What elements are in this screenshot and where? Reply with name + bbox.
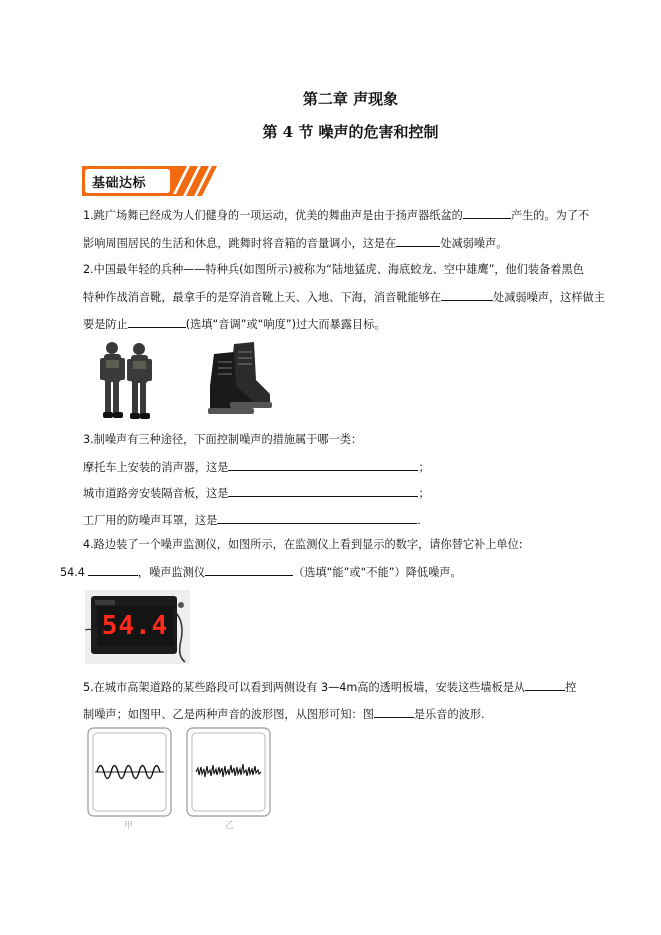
q2-blank-1[interactable]	[441, 288, 493, 301]
monitor-display: 54.4	[101, 611, 169, 641]
q2-line3	[83, 315, 386, 333]
q4-line2	[60, 563, 462, 581]
q3-item2-semicolon: ；	[418, 487, 430, 500]
q5-blank-1[interactable]	[525, 678, 565, 691]
q3-item1	[83, 458, 430, 476]
q2-text-a: 2.中国最年轻的兵种——特种兵(如图所示)被称为“陆地猛虎、海底蛟龙、空中雄鹰”，他们装备着黑色	[83, 263, 584, 276]
q3-item2-text: 城市道路旁安装隔音板，这是	[83, 487, 229, 500]
q4-text-mid: ，噪声监测仪	[137, 566, 206, 579]
q3-item3-dot: .	[417, 514, 421, 527]
waveform-a-label: 甲	[124, 821, 134, 831]
waveform-b-label: 乙	[225, 821, 235, 831]
q1-text-d: 处减弱噪声。	[440, 237, 508, 250]
q5-text-d: 是乐音的波形.	[413, 708, 485, 721]
q4-stem: 4.路边装了一个噪声监测仪，如图所示，在监测仪上看到显示的数字，请你替它补上单位:	[83, 538, 523, 551]
chapter-title: 第二章 声现象	[302, 90, 399, 108]
q2-text-e: (选填“音调”或“响度”)过大而暴露目标。	[185, 318, 386, 331]
section-title: 第 4 节 噪声的危害和控制	[262, 123, 439, 141]
q3-stem: 3.制噪声有三种途径，下面控制噪声的措施属于哪一类：	[83, 433, 363, 446]
waveform-b-panel	[186, 727, 271, 817]
q1-text-b: 产生的。为了不	[510, 209, 590, 222]
q2-text-b: 特种作战消音靴，最拿手的是穿消音靴上天、入地、下海，消音靴能够在	[83, 291, 442, 304]
q4-value: 54.4	[60, 566, 85, 579]
soldiers-image	[98, 340, 156, 420]
q1-line1	[83, 206, 589, 224]
q1-text-c: 影响周围居民的生活和休息，跳舞时将音箱的音量调小，这是在	[83, 237, 397, 250]
q2-line2	[83, 288, 605, 306]
q4-blank-2[interactable]	[205, 563, 293, 576]
q3-item2	[83, 484, 430, 502]
q2-blank-2[interactable]	[128, 315, 186, 328]
q1-text-a: 1.跳广场舞已经成为人们健身的一项运动，优美的舞曲声是由于扬声器纸盆的	[83, 209, 463, 222]
q1-blank-1[interactable]	[463, 206, 511, 219]
q4-text-end: （选填“能”或“不能”）降低噪声。	[293, 566, 462, 579]
waveform-a-panel	[87, 727, 172, 817]
badge-label: 基础达标	[92, 176, 147, 191]
q2-line1	[83, 262, 584, 278]
q5-text-b: 控	[565, 681, 577, 694]
q5-text-a: 5.在城市高架道路的某些路段可以看到两侧设有 3—4m高的透明板墙，安装这些墙板是从	[83, 681, 526, 694]
q1-blank-2[interactable]	[396, 234, 440, 247]
noise-monitor-image	[85, 590, 190, 664]
q5-blank-2[interactable]	[374, 705, 414, 718]
q4-blank-1[interactable]	[88, 563, 138, 576]
q3-blank-2[interactable]	[228, 484, 418, 497]
section-badge	[82, 166, 217, 196]
q3-blank-3[interactable]	[217, 511, 417, 524]
boots-image	[204, 340, 274, 416]
q2-text-d: 要是防止	[83, 318, 128, 331]
q5-line2	[83, 705, 485, 723]
q3-item1-text: 摩托车上安装的消声器，这是	[83, 461, 229, 474]
q3-item3	[83, 511, 421, 529]
q3-blank-1[interactable]	[228, 458, 418, 471]
q3-item1-semicolon: ；	[418, 461, 430, 474]
q3-item3-text: 工厂用的防噪声耳罩，这是	[83, 514, 218, 527]
q5-text-c: 制噪声；如图甲、乙是两种声音的波形图，从图形可知：图	[83, 708, 374, 721]
q2-text-c: 处减弱噪声，这样做主	[493, 291, 605, 304]
q1-line2	[83, 234, 507, 252]
q5-line1	[83, 678, 576, 696]
